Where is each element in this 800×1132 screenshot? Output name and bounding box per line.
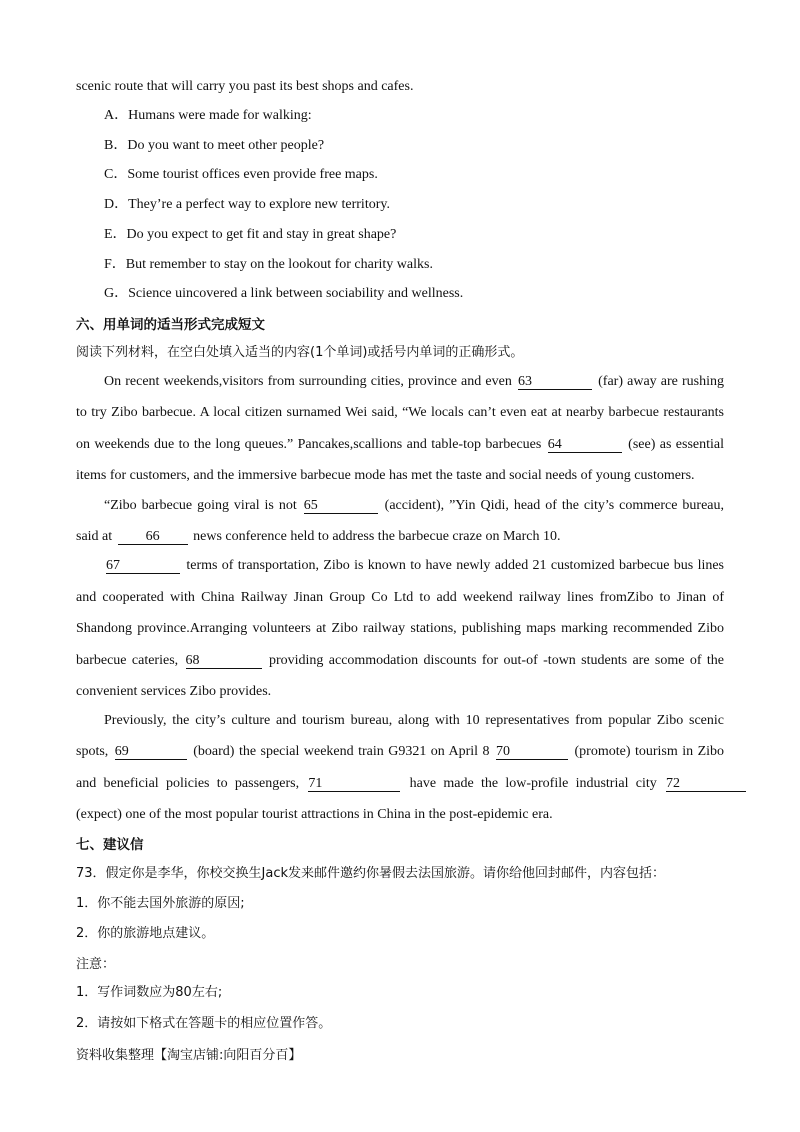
text-segment: 73．假定你是李华，你校交换生Jack发来邮件邀约你暑假去法国旅游。请你给他回封邮件，内容包括： (76, 866, 666, 881)
text-segment: and cooperated with China Railway Jinan Group Co Ltd to add weekend railway lines fromZibo to Jinan of (76, 590, 724, 605)
text-line (76, 984, 724, 1002)
text-line (104, 373, 724, 391)
text-segment: providing accommodation discounts for out-of -town students are some of the (268, 653, 725, 668)
fill-in-blank: 72 (666, 776, 746, 792)
text-line (76, 775, 748, 793)
fill-in-blank: 67 (106, 558, 180, 574)
text-line (76, 589, 724, 607)
text-segment: 资料收集整理【淘宝店铺:向阳百分百】 (76, 1048, 302, 1063)
text-line (76, 344, 724, 362)
text-line (104, 557, 724, 575)
text-line (104, 137, 752, 155)
text-segment: E．Do you expect to get fit and stay in great shape? (104, 227, 397, 242)
text-segment: (promote) tourism in Zibo (574, 744, 725, 759)
text-segment: scenic route that will carry you past its best shops and cafes. (76, 79, 414, 94)
text-line (76, 404, 724, 422)
text-segment: (accident), ”Yin Qidi, head of the city’s commerce bureau, (384, 498, 725, 513)
text-segment: 1．写作词数应为80左右; (76, 985, 223, 1000)
text-segment: terms of transportation, Zibo is known to have newly added 21 customized barbecue bus lines (186, 558, 725, 573)
text-line (104, 712, 724, 730)
text-line (104, 226, 752, 244)
text-line (76, 78, 724, 96)
text-segment: have made the low-profile industrial city (409, 776, 657, 791)
footer-text (76, 1047, 724, 1065)
text-segment: news conference held to address the barbecue craze on March 10. (193, 529, 561, 544)
text-line (104, 166, 752, 184)
text-line (104, 196, 752, 214)
text-line (76, 467, 724, 485)
text-line (76, 528, 724, 546)
text-segment: C．Some tourist offices even provide free maps. (104, 167, 378, 182)
text-segment: Shandong province.Arranging volunteers at Zibo railway stations, publishing maps marking recommended Zibo (76, 621, 724, 636)
fill-in-blank: 63 (518, 374, 592, 390)
fill-in-blank: 70 (496, 744, 568, 760)
section-heading (76, 836, 724, 854)
text-line (76, 652, 724, 670)
text-line (76, 925, 724, 943)
fill-in-blank: 68 (186, 653, 262, 669)
fill-in-blank: 64 (548, 437, 622, 453)
text-segment: and beneficial policies to passengers, (76, 776, 300, 791)
text-line (76, 436, 724, 454)
text-segment: 1．你不能去国外旅游的原因; (76, 896, 245, 911)
text-line (76, 865, 724, 883)
text-line (104, 256, 752, 274)
text-segment: G．Science uincovered a link between sociability and wellness. (104, 286, 464, 301)
fill-in-blank: 65 (304, 498, 378, 514)
text-line (104, 497, 724, 515)
fill-in-blank: 71 (308, 776, 400, 792)
text-segment: 2．你的旅游地点建议。 (76, 926, 215, 941)
text-segment: said at (76, 529, 113, 544)
text-line (76, 620, 724, 638)
section-heading (76, 316, 724, 334)
text-segment: A．Humans were made for walking: (104, 108, 312, 123)
text-line (76, 956, 724, 974)
text-segment: F．But remember to stay on the lookout for charity walks. (104, 257, 433, 272)
text-segment: on weekends due to the long queues.” Pancakes,scallions and table-top barbecues (76, 437, 542, 452)
text-line (76, 806, 724, 824)
text-line (104, 107, 752, 125)
text-segment: (board) the special weekend train G9321 on April 8 (193, 744, 490, 759)
text-line (76, 743, 724, 761)
text-line (104, 285, 752, 303)
fill-in-blank: 66 (118, 529, 188, 545)
text-segment: (see) as essential (628, 437, 725, 452)
text-segment: spots, (76, 744, 109, 759)
text-segment: to try Zibo barbecue. A local citizen surnamed Wei said, “We locals can’t even eat at nearby barbecue restaurants (76, 405, 724, 420)
text-segment: B．Do you want to meet other people? (104, 138, 325, 153)
text-segment: “Zibo barbecue going viral is not (104, 498, 297, 513)
text-segment: 阅读下列材料，在空白处填入适当的内容(1个单词)或括号内单词的正确形式。 (76, 345, 524, 360)
text-segment: items for customers, and the immersive barbecue mode has met the taste and social needs of young customers. (76, 468, 695, 483)
text-line (76, 683, 724, 701)
text-segment: (far) away are rushing (598, 374, 725, 389)
text-segment: 注意： (76, 957, 116, 972)
text-segment: 六、用单词的适当形式完成短文 (76, 317, 265, 333)
text-segment: 2．请按如下格式在答题卡的相应位置作答。 (76, 1016, 332, 1031)
text-segment: (expect) one of the most popular tourist attractions in China in the post-epidemic era. (76, 807, 553, 822)
text-line (76, 895, 724, 913)
text-segment: Previously, the city’s culture and tourism bureau, along with 10 representatives from popular Zibo scenic (104, 713, 724, 728)
fill-in-blank: 69 (115, 744, 187, 760)
text-line (76, 1015, 724, 1033)
text-segment: D．They’re a perfect way to explore new territory. (104, 197, 390, 212)
text-segment: On recent weekends,visitors from surrounding cities, province and even (104, 374, 512, 389)
text-segment: barbecue cateries, (76, 653, 179, 668)
text-segment: convenient services Zibo provides. (76, 684, 272, 699)
text-segment: 七、建议信 (76, 837, 144, 853)
